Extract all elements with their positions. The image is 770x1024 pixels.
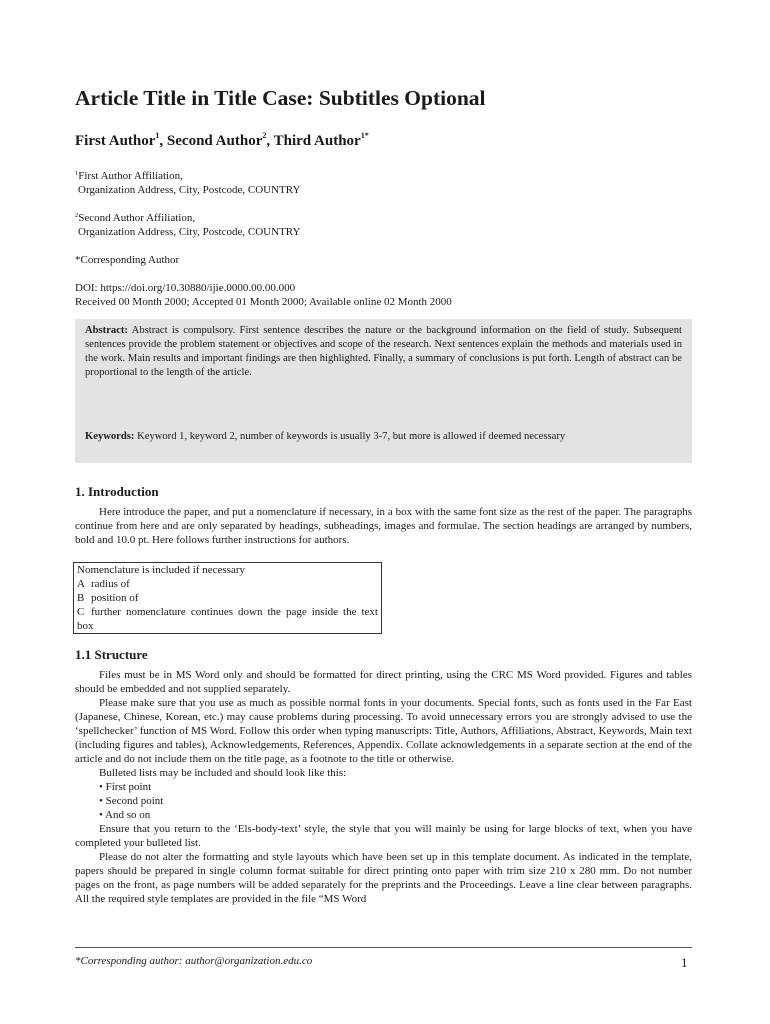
nomenclature-item bbox=[77, 591, 378, 605]
abstract-text: Abstract is compulsory. First sentence describes the nature or the background information on the field of study. Subsequent sentences provide the problem statement or objectives and scope of the research. Next sentences explain the methods and materials used in the work. Main results and important findings are then highlighted. Finally, a summary of conclusions is put forth. Length of abstract can be proportional to the length of the article. bbox=[85, 325, 682, 378]
author-list bbox=[75, 133, 369, 150]
bullet-item: • First point bbox=[99, 781, 152, 793]
abstract-box bbox=[75, 319, 692, 463]
author-3-sup: 1* bbox=[360, 131, 369, 140]
structure-paragraph-1: Files must be in MS Word only and should be formatted for direct printing, using the CRC MS Word provided. Figures and tables should be embedded and not supplied separately. bbox=[75, 669, 692, 695]
structure-paragraph-3: Bulleted lists may be included and should look like this: bbox=[99, 767, 347, 779]
corresponding-label: *Corresponding Author bbox=[75, 254, 180, 266]
nomenclature-item bbox=[77, 577, 378, 591]
abstract-label: Abstract: bbox=[85, 325, 128, 336]
author-1: First Author bbox=[75, 133, 156, 149]
author-separator: , bbox=[159, 133, 167, 149]
doi: DOI: https://doi.org/10.30880/ijie.0000.00.00.000 bbox=[75, 282, 296, 294]
nomenclature-symbol: A bbox=[77, 578, 85, 590]
intro-text: Here introduce the paper, and put a nomenclature if necessary, in a box with the same font size as the rest of the paper. The paragraphs continue from here and are only separated by headings, subheadings, images and formulae. The section headings are arranged by numbers, bold and 10.0 pt. Here follows further instructions for authors. bbox=[75, 506, 692, 546]
nomenclature-symbol: B bbox=[77, 592, 85, 604]
affiliation-2-sup: 2 bbox=[75, 212, 79, 219]
nomenclature-desc: radius of bbox=[91, 578, 130, 590]
author-2: Second Author bbox=[166, 133, 263, 149]
author-1-sup: 1 bbox=[155, 131, 160, 140]
structure-paragraph-4: Ensure that you return to the ‘Els-body-text’ style, the style that you will mainly be using for large blocks of text, when you have completed your bulleted list. bbox=[75, 823, 692, 849]
affiliation-2 bbox=[75, 211, 300, 239]
nomenclature-desc: further nomenclature continues down the page inside the text box bbox=[77, 606, 378, 632]
keywords bbox=[85, 430, 565, 444]
affiliation-1-sup: 1 bbox=[75, 170, 79, 177]
affiliation-2-line2: Organization Address, City, Postcode, COUNTRY bbox=[78, 226, 301, 238]
intro-paragraph bbox=[75, 505, 692, 547]
article-title: Article Title in Title Case: Subtitles Optional bbox=[75, 86, 486, 110]
nomenclature-symbol: C bbox=[77, 606, 85, 618]
author-2-sup: 2 bbox=[262, 131, 267, 140]
affiliation-2-line1: Second Author Affiliation, bbox=[78, 212, 196, 224]
structure-paragraph-2: Please make sure that you use as much as possible normal fonts in your documents. Special fonts, such as fonts used in the Far East (Japanese, Chinese, Korean, etc.) may cause problems during processing. To avoid unnecessary errors you are strongly advised to use the ‘spellchecker’ function of MS Word. Follow this order when typing manuscripts: Title, Authors, Affiliations, Abstract, Keywords, Main text (including figures and tables), Acknowledgements, References, Appendix. Collate acknowledgements in a separate section at the end of the article and do not include them on the title page, as a footnote to the title or otherwise. bbox=[75, 697, 692, 765]
affiliation-1-line2: Organization Address, City, Postcode, COUNTRY bbox=[78, 184, 301, 196]
footer-corresponding-note: *Corresponding author: author@organization.edu.co bbox=[75, 955, 313, 967]
bullet-item: • And so on bbox=[99, 809, 151, 821]
structure-heading: 1.1 Structure bbox=[75, 647, 148, 662]
author-separator: , bbox=[266, 133, 274, 149]
keywords-label: Keywords: bbox=[85, 431, 135, 442]
footer-divider bbox=[75, 947, 692, 948]
nomenclature-box bbox=[73, 562, 382, 634]
bullet-item: • Second point bbox=[99, 795, 164, 807]
author-3: Third Author bbox=[273, 133, 361, 149]
affiliation-1 bbox=[75, 169, 300, 197]
received-dates: Received 00 Month 2000; Accepted 01 Month 2000; Available online 02 Month 2000 bbox=[75, 296, 452, 308]
structure-paragraph-5: Please do not alter the formatting and style layouts which have been set up in this template document. As indicated in the template, papers should be prepared in single column format suitable for direct printing onto paper with trim size 210 x 280 mm. Do not number pages on the front, as page numbers will be added separately for the preprints and the Proceedings. Leave a line clear between paragraphs. All the required style templates are provided in the file “MS Word bbox=[75, 851, 692, 905]
affiliation-1-line1: First Author Affiliation, bbox=[78, 170, 183, 182]
nomenclature-desc: position of bbox=[91, 592, 139, 604]
keywords-text: Keyword 1, keyword 2, number of keywords is usually 3-7, but more is allowed if deemed necessary bbox=[134, 431, 566, 442]
nomenclature-title: Nomenclature is included if necessary bbox=[77, 564, 245, 576]
intro-heading: 1. Introduction bbox=[75, 484, 159, 499]
structure-body bbox=[75, 668, 692, 906]
abstract bbox=[85, 324, 682, 380]
nomenclature-item bbox=[77, 605, 378, 633]
page-number: 1 bbox=[681, 955, 688, 970]
